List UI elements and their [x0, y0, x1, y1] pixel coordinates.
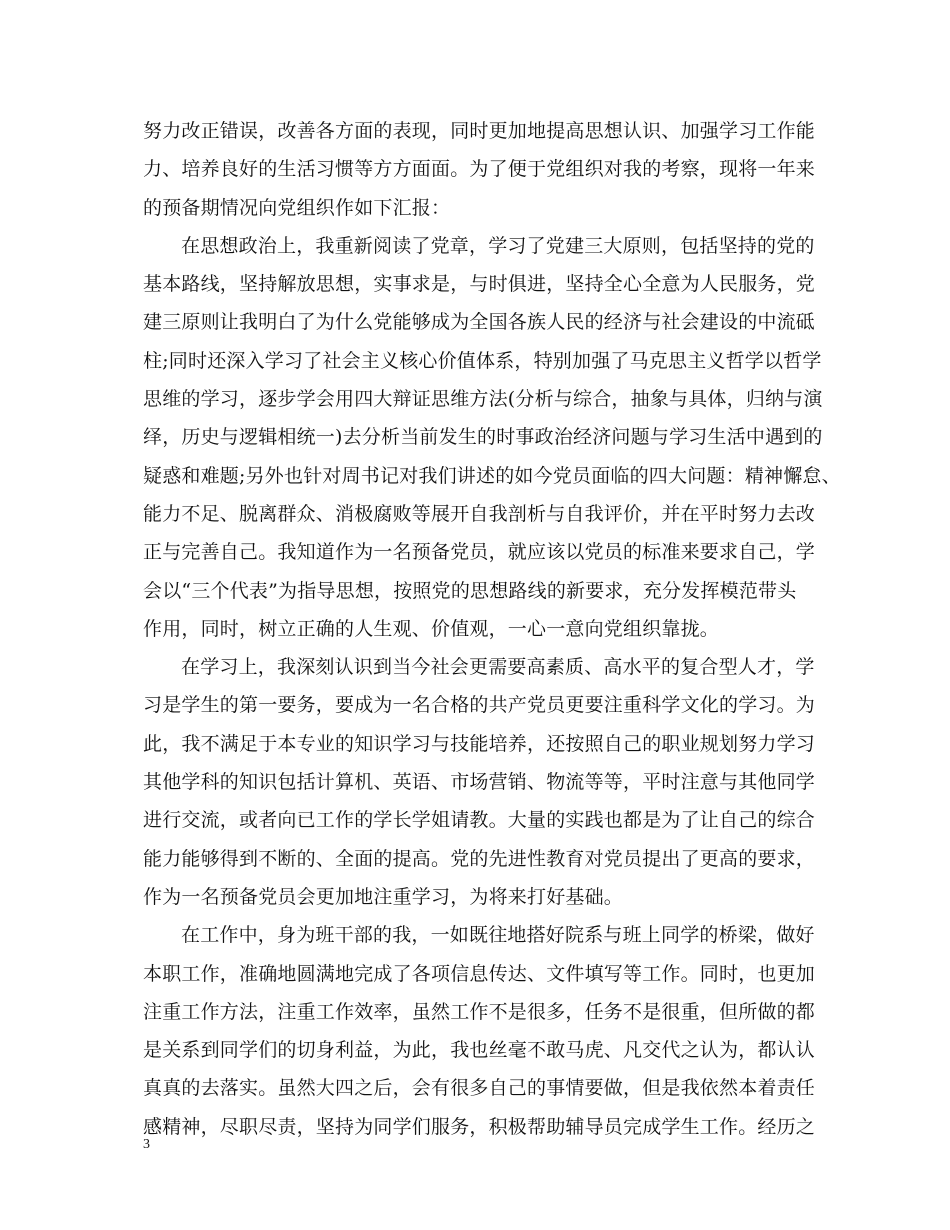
text-line: 本职工作，准确地圆满地完成了各项信息传达、文件填写等工作。同时，也更加 — [143, 962, 816, 985]
text-line: 进行交流，或者向已工作的学长学姐请教。大量的实践也都是为了让自己的综合 — [143, 809, 816, 832]
paragraph — [143, 916, 816, 1146]
text-line: 正与完善自己。我知道作为一名预备党员，就应该以党员的标准来要求自己，学 — [143, 541, 816, 564]
paragraph — [143, 648, 816, 916]
paragraph — [143, 227, 841, 648]
document-body — [143, 112, 841, 1146]
page-number: 3 — [143, 1137, 150, 1152]
text-line: 在思想政治上，我重新阅读了党章，学习了党建三大原则，包括坚持的党的 — [181, 234, 815, 257]
text-line: 努力改正错误，改善各方面的表现，同时更加地提高思想认识、加强学习工作能 — [143, 120, 816, 142]
text-line: 在学习上，我深刻认识到当今社会更需要高素质、高水平的复合型人才，学 — [181, 656, 815, 679]
paragraph — [143, 112, 816, 227]
text-line: 在工作中，身为班干部的我，一如既往地搭好院系与班上同学的桥梁，做好 — [181, 924, 815, 947]
text-line: 绎，历史与逻辑相统一)去分析当前发生的时事政治经济问题与学习生活中遇到的 — [143, 426, 823, 449]
text-line: 会以“三个代表”为指导思想，按照党的思想路线的新要求，充分发挥模范带头 — [143, 579, 797, 602]
text-line: 其他学科的知识包括计算机、英语、市场营销、物流等等，平时注意与其他同学 — [143, 771, 816, 794]
text-line: 能力能够得到不断的、全面的提高。党的先进性教育对党员提出了更高的要求， — [143, 847, 816, 870]
text-line: 真真的去落实。虽然大四之后，会有很多自己的事情要做，但是我依然本着责任 — [143, 1077, 816, 1100]
text-line: 疑惑和难题;另外也针对周书记对我们讲述的如今党员面临的四大问题：精神懈怠、 — [143, 464, 841, 487]
text-line: 注重工作方法，注重工作效率，虽然工作不是很多，任务不是很重，但所做的都 — [143, 1000, 816, 1023]
text-line: 基本路线，坚持解放思想，实事求是，与时俱进，坚持全心全意为人民服务，党 — [143, 273, 816, 296]
text-line: 建三原则让我明白了为什么党能够成为全国各族人民的经济与社会建设的中流砥 — [143, 311, 816, 334]
text-line: 作用，同时，树立正确的人生观、价值观，一心一意向党组织靠拢。 — [143, 617, 720, 640]
text-line: 此，我不满足于本专业的知识学习与技能培养，还按照自己的职业规划努力学习 — [143, 732, 816, 755]
text-line: 能力不足、脱离群众、消极腐败等展开自我剖析与自我评价，并在平时努力去改 — [143, 502, 816, 525]
text-line: 习是学生的第一要务，要成为一名合格的共产党员更要注重科学文化的学习。为 — [143, 694, 816, 717]
text-line: 柱;同时还深入学习了社会主义核心价值体系，特别加强了马克思主义哲学以哲学 — [143, 349, 822, 372]
text-line: 是关系到同学们的切身利益，为此，我也丝毫不敢马虎、凡交代之认为，都认认 — [143, 1039, 816, 1062]
text-line: 力、培养良好的生活习惯等方方面面。为了便于党组织对我的考察，现将一年来 — [143, 158, 816, 181]
text-line: 感精神，尽职尽责，坚持为同学们服务，积极帮助辅导员完成学生工作。经历之 — [143, 1115, 816, 1138]
text-line: 的预备期情况向党组织作如下汇报： — [143, 196, 451, 219]
text-line: 作为一名预备党员会更加地注重学习，为将来打好基础。 — [143, 885, 624, 908]
text-line: 思维的学习，逐步学会用四大辩证思维方法(分析与综合，抽象与具体，归纳与演 — [143, 388, 823, 411]
